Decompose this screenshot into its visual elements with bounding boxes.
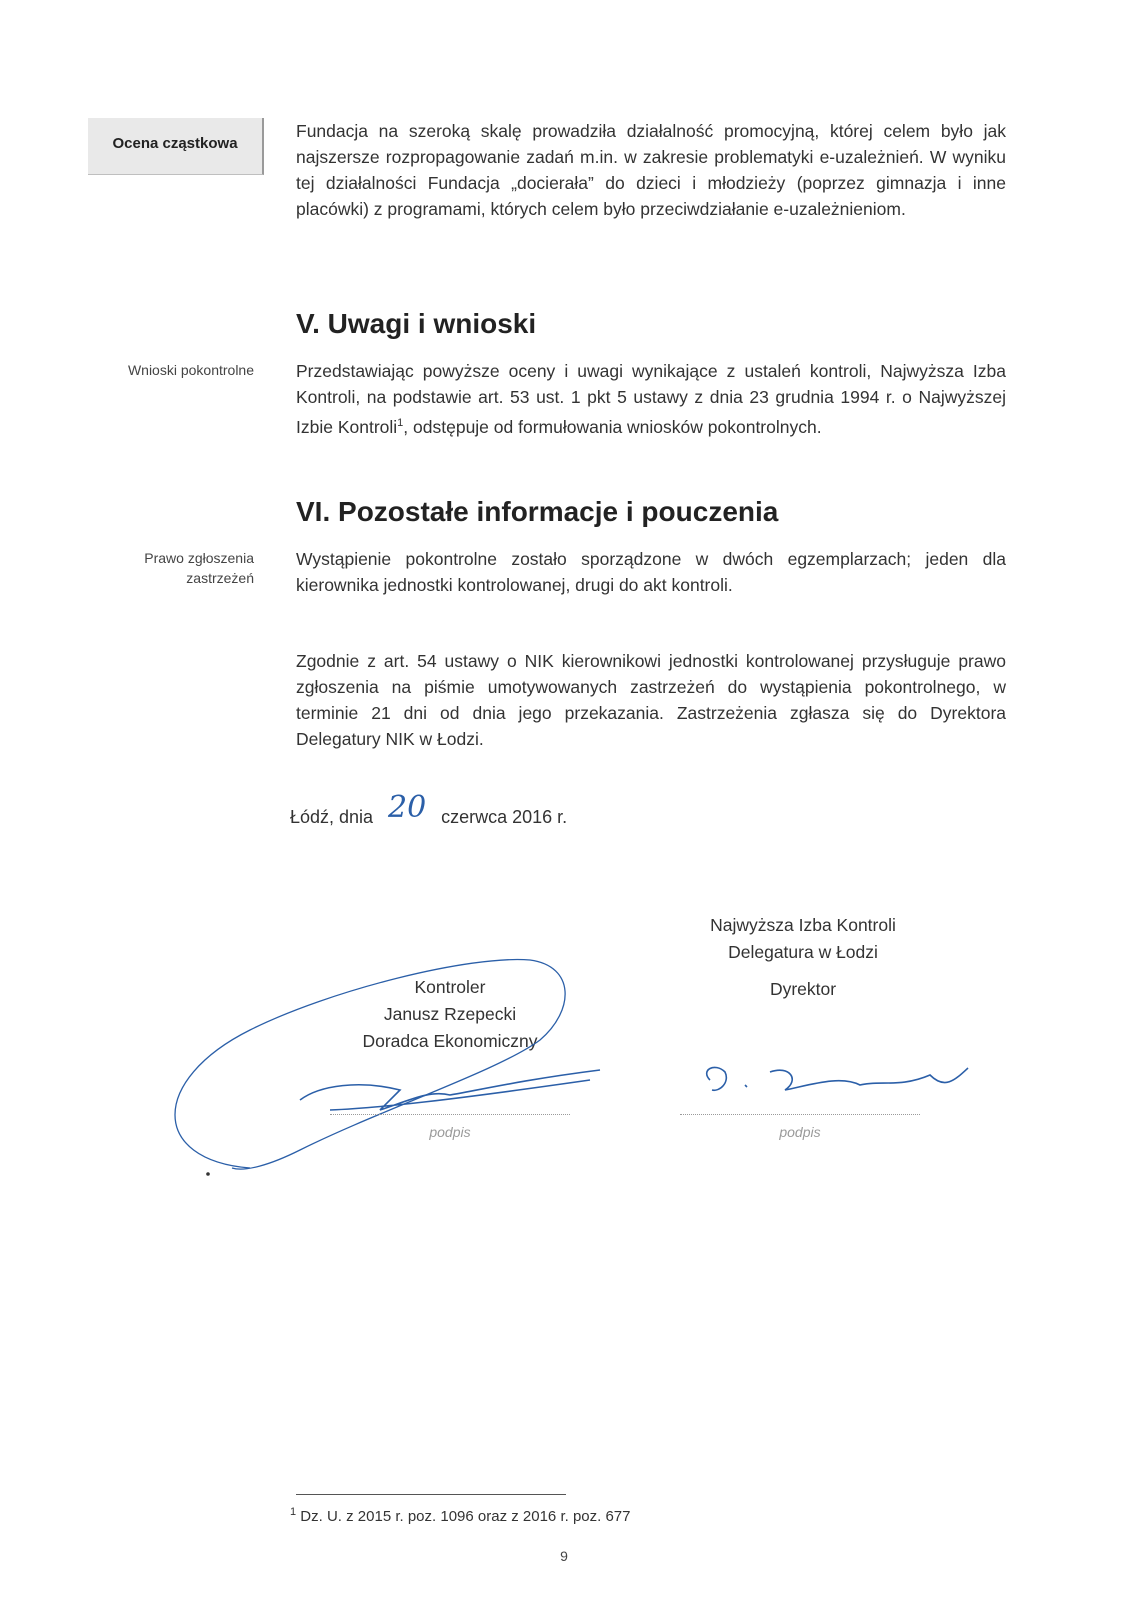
footnote-separator	[296, 1494, 566, 1495]
left-signature-stroke	[300, 1070, 600, 1110]
date-prefix: Łódź, dnia	[290, 807, 374, 827]
footnote-ref: 1	[397, 417, 404, 429]
footnote-number: 1	[290, 1506, 297, 1518]
date-line	[290, 790, 568, 831]
right-signature-line	[680, 1114, 920, 1115]
side-label-line1: Prawo zgłoszenia	[144, 550, 254, 566]
section-6-heading: VI. Pozostałe informacje i pouczenia	[296, 496, 779, 527]
left-title: Doradca Ekonomiczny	[362, 1031, 538, 1051]
section-5-heading: V. Uwagi i wnioski	[296, 308, 537, 339]
section-6-paragraph-1: Wystąpienie pokontrolne zostało sporządzone w dwóch egzemplarzach; jeden dla kierownika jednostki kontrolowanej, drugi do akt kontroli.	[296, 549, 1006, 595]
left-role: Kontroler	[414, 977, 486, 997]
footnote-text: Dz. U. z 2015 r. poz. 1096 oraz z 2016 r. poz. 677	[300, 1508, 631, 1525]
right-role: Dyrektor	[769, 979, 837, 999]
left-name: Janusz Rzepecki	[383, 1004, 517, 1024]
right-signature-block	[658, 912, 948, 1003]
date-suffix: czerwca 2016 r.	[441, 807, 568, 827]
left-signature-block	[330, 974, 570, 1055]
section-5-text-end: , odstępuje od formułowania wniosków pokontrolnych.	[403, 416, 822, 437]
side-label-wnioski: Wnioski pokontrolne	[127, 362, 254, 378]
assessment-paragraph: Fundacja na szeroką skalę prowadziła działalność promocyjną, której celem było jak najszersze rozpropagowanie zadań m.in. w zakresie problematyki e-uzależnień. W wyniku tej działalności Fundacja „docierała” do dzieci i młodzieży (poprzez gimnazja i inne placówki) z programami, których celem było przeciwdziałanie e-uzależnieniom.	[296, 121, 1006, 219]
right-signature-stroke	[707, 1067, 968, 1090]
side-label-line2: zastrzeżeń	[186, 570, 254, 586]
footnote	[290, 1506, 631, 1525]
right-podpis-caption: podpis	[779, 1124, 821, 1140]
page-number: 9	[560, 1548, 568, 1564]
right-org: Najwyższa Izba Kontroli	[710, 915, 896, 935]
section-label-box	[88, 118, 264, 175]
left-signature-line	[330, 1114, 570, 1115]
side-label-prawo	[100, 548, 254, 588]
section-label-text: Ocena cząstkowa	[112, 135, 238, 152]
section-5-text: Przedstawiając powyższe oceny i uwagi wynikające z ustaleń kontroli, Najwyższa Izba Kontroli, na podstawie art. 53 ust. 1 pkt 5 ustawy z dnia 23 grudnia 1994 r. o Najwyższej Izbie Kontroli	[296, 361, 1006, 437]
section-5-paragraph	[296, 358, 1006, 440]
right-dept: Delegatura w Łodzi	[728, 942, 878, 962]
section-6-paragraph-2: Zgodnie z art. 54 ustawy o NIK kierownikowi jednostki kontrolowanej przysługuje prawo zgłoszenia na piśmie umotywowanych zastrzeżeń do wystąpienia pokontrolnego, w terminie 21 dni od dnia jego przekazania. Zastrzeżenia zgłasza się do Dyrektora Delegatury NIK w Łodzi.	[296, 651, 1006, 749]
date-day-handwritten: 20	[388, 790, 427, 825]
left-podpis-caption: podpis	[429, 1124, 471, 1140]
